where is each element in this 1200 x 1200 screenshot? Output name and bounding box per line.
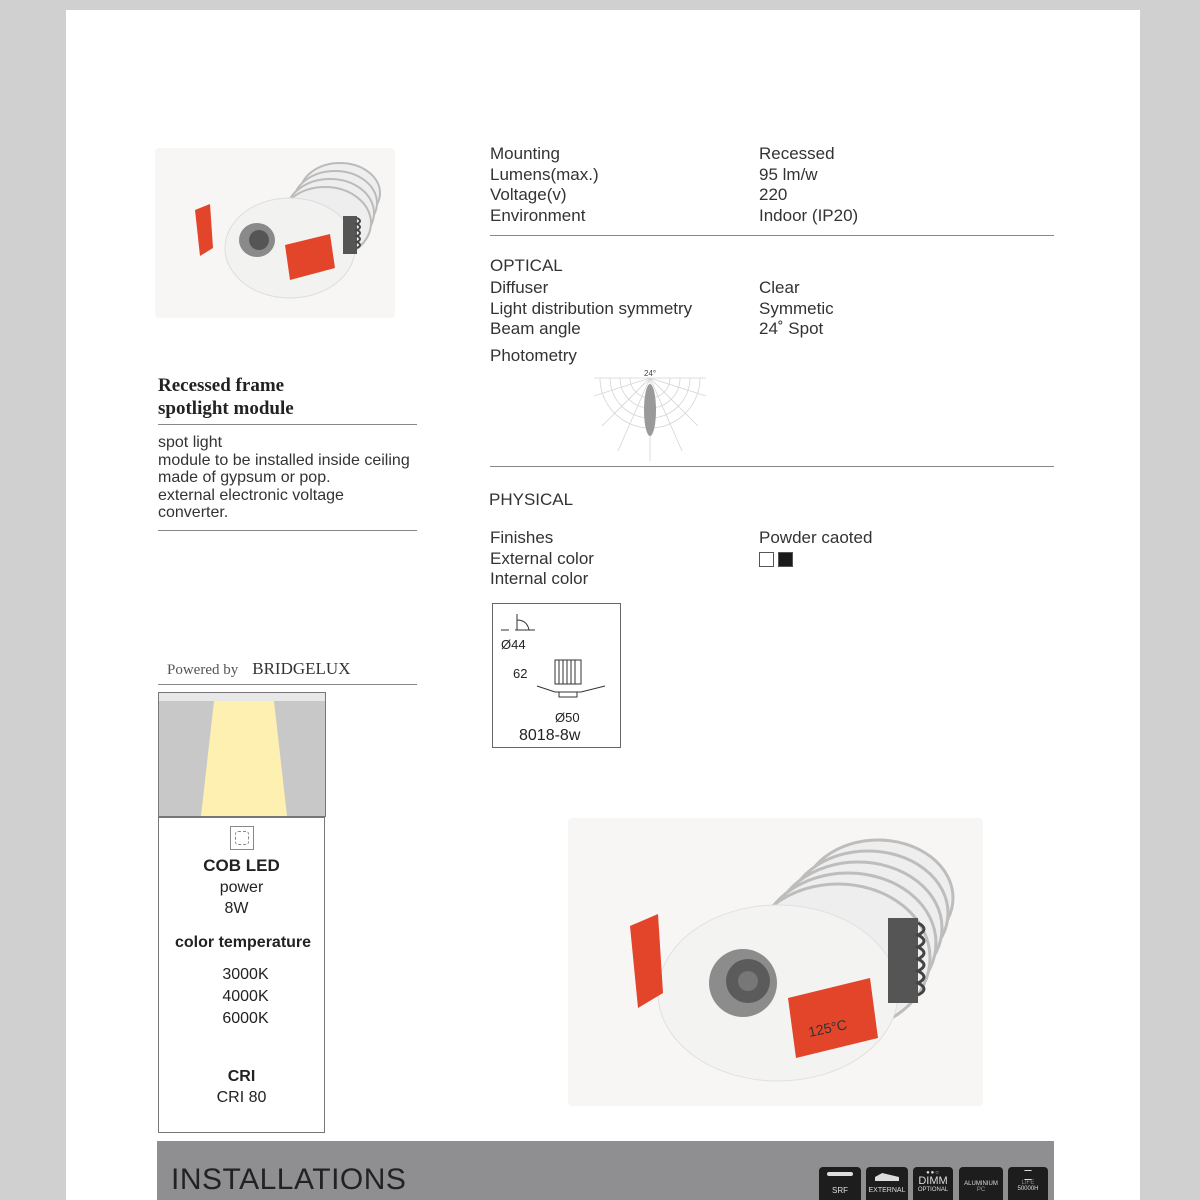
aluminium-icon <box>959 1167 1003 1200</box>
cob-led-icon <box>230 826 254 850</box>
beam-shape <box>159 693 325 816</box>
spec-value: 95 lm/w <box>759 164 818 184</box>
product-title-line2: spotlight module <box>158 398 294 419</box>
spec-label: Mounting <box>490 144 560 163</box>
color-temp-heading: color temperature <box>175 934 312 951</box>
led-info-box <box>158 817 325 1133</box>
spec-label: Environment <box>490 205 586 225</box>
photometry-label: Photometry <box>490 346 577 365</box>
optical-labels <box>490 278 692 340</box>
powered-by <box>167 659 350 679</box>
title-divider <box>158 424 417 425</box>
spec-label: Lumens(max.) <box>490 164 599 184</box>
spec-label: Voltage(v) <box>490 185 567 204</box>
product-photo-small <box>155 148 395 318</box>
spec-value: 24˚ Spot <box>759 319 824 338</box>
temp-3000: 3000K <box>222 966 269 983</box>
cri-value: CRI 80 <box>216 1089 267 1106</box>
spec-label: Diffuser <box>490 278 549 297</box>
spec-label: Internal color <box>490 569 589 588</box>
spec-label: Finishes <box>490 528 554 547</box>
optical-heading: OPTICAL <box>490 256 563 275</box>
diameter-dim: Ø50 <box>555 710 580 725</box>
spec-value: Clear <box>759 278 800 297</box>
desc-line: converter. <box>158 504 229 521</box>
badge-sublabel: OPTIONAL <box>917 1187 949 1193</box>
optical-values <box>759 278 834 340</box>
srf-icon <box>819 1167 861 1200</box>
installations-title: INSTALLATIONS <box>171 1163 407 1196</box>
model-number: 8018-8w <box>519 727 581 744</box>
height-dim: 62 <box>513 666 528 681</box>
swatch-black <box>778 552 793 567</box>
desc-line: spot light <box>158 434 223 451</box>
spec-value: Powder caoted <box>759 528 873 547</box>
desc-line: external electronic voltage <box>158 486 344 504</box>
external-driver-icon <box>866 1167 908 1200</box>
spec-value: Indoor (IP20) <box>759 205 859 225</box>
product-title <box>158 374 294 420</box>
desc-divider <box>158 530 417 531</box>
spec-label: Beam angle <box>490 319 581 338</box>
temp-6000: 6000K <box>222 1010 269 1027</box>
powered-divider <box>158 684 417 685</box>
badge-sublabel: PC <box>976 1187 986 1193</box>
beam-illustration <box>158 692 326 817</box>
photometry-diagram <box>594 366 706 463</box>
spec-label: External color <box>490 548 594 568</box>
physical-heading: PHYSICAL <box>489 490 574 509</box>
physical-values <box>759 528 872 569</box>
product-photo-large <box>568 818 983 1106</box>
optical-divider <box>490 466 1054 467</box>
photometry-angle: 24° <box>644 369 657 378</box>
general-divider <box>490 235 1054 236</box>
product-title-line1: Recessed frame <box>158 375 285 396</box>
spec-label: Light distribution symmetry <box>490 298 693 318</box>
badge-label: LIFE <box>1021 1180 1035 1186</box>
power-value: 8W <box>224 900 249 917</box>
desc-line: module to be installed inside ceiling <box>158 451 410 469</box>
power-label: power <box>219 879 264 896</box>
temp-4000: 4000K <box>222 988 269 1005</box>
color-swatches <box>759 549 872 569</box>
dimension-box <box>492 603 621 748</box>
powered-by-label: Powered by <box>167 662 239 678</box>
spec-value: Recessed <box>759 144 835 163</box>
badge-label: ALUMINIUM <box>964 1181 998 1187</box>
brand-logo: BRIDGELUX <box>252 659 351 678</box>
life-icon <box>1008 1167 1048 1200</box>
swatch-white <box>759 552 774 567</box>
general-spec-labels <box>490 144 599 226</box>
svg-text:125°C: 125°C <box>806 1016 849 1040</box>
badge-sublabel: 50000H <box>1017 1186 1039 1192</box>
badge-label: SRF <box>832 1186 848 1195</box>
spec-value: Symmetic <box>759 298 834 318</box>
dimm-icon: ●●○ DIMM OPTIONAL <box>913 1167 953 1200</box>
badge-label: EXTERNAL <box>868 1187 906 1194</box>
badge-label: DIMM <box>918 1175 948 1187</box>
desc-line: made of gypsum or pop. <box>158 469 331 486</box>
dimension-drawing <box>493 604 620 714</box>
led-type: COB LED <box>203 856 280 875</box>
cutout-dim: Ø44 <box>501 637 526 652</box>
physical-labels <box>490 528 594 590</box>
product-description <box>158 434 410 522</box>
spec-value: 220 <box>759 185 788 204</box>
cri-heading: CRI <box>227 1068 256 1085</box>
general-spec-values <box>759 144 858 226</box>
